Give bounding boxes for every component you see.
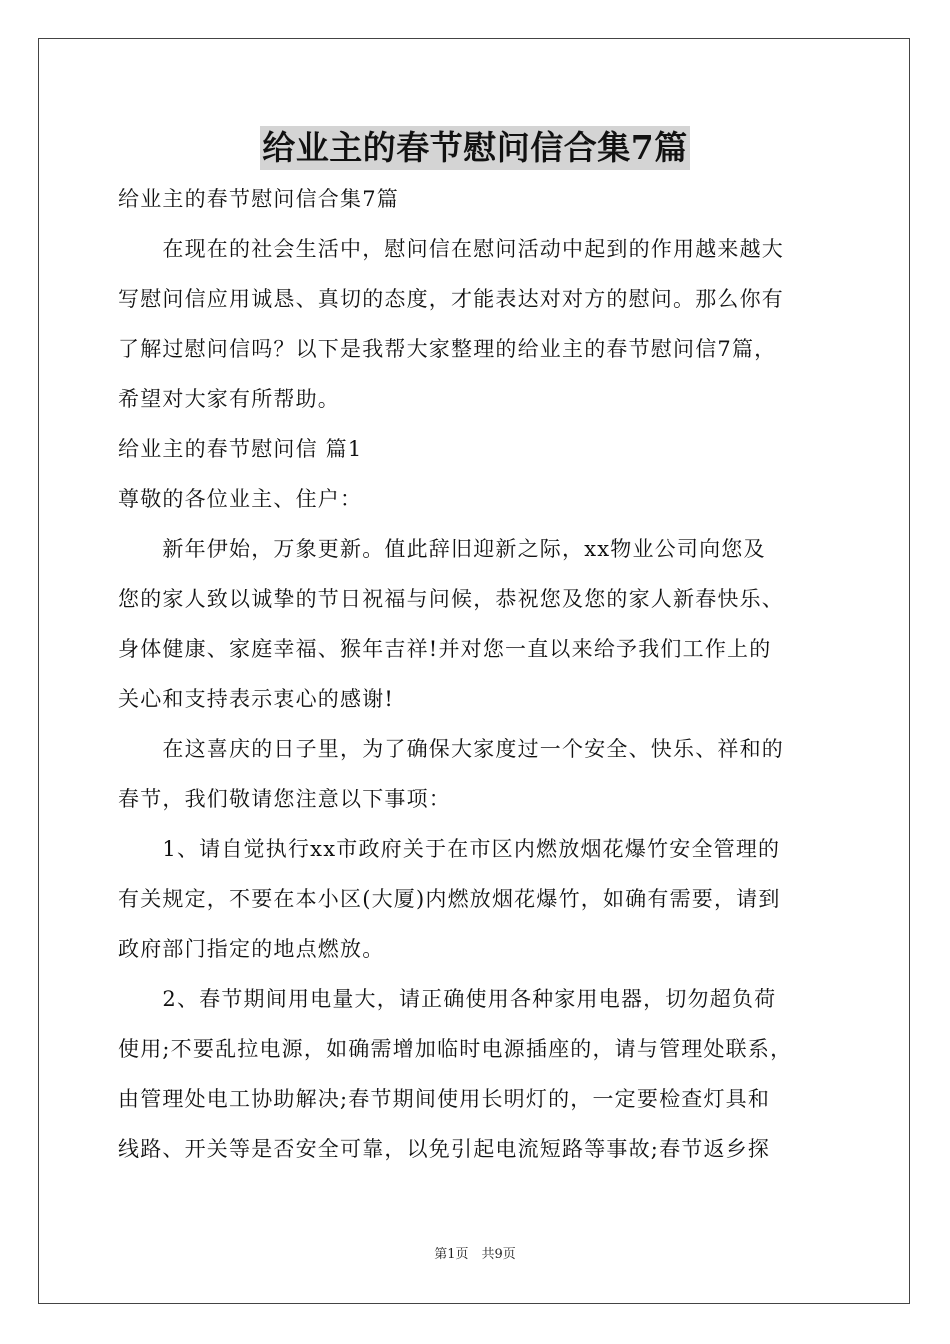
body-line-2: 在现在的社会生活中，慰问信在慰问活动中起到的作用越来越大 [118, 237, 784, 261]
body-line-17: 2、春节期间用电量大，请正确使用各种家用电器，切勿超负荷 [118, 987, 777, 1011]
body-line-9: 您的家人致以诚挚的节日祝福与问候，恭祝您及您的家人新春快乐、 [118, 587, 784, 611]
body-line-1: 给业主的春节慰问信合集7篇 [118, 187, 399, 211]
page-border [38, 38, 910, 1304]
body-line-8: 新年伊始，万象更新。值此辞旧迎新之际，xx物业公司向您及 [118, 537, 766, 561]
body-line-15: 有关规定，不要在本小区(大厦)内燃放烟花爆竹，如确有需要，请到 [118, 887, 781, 911]
title-container [0, 126, 950, 170]
page-footer: 第1页 共9页 [434, 1247, 516, 1262]
body-line-20: 线路、开关等是否安全可靠，以免引起电流短路等事故;春节返乡探 [118, 1137, 771, 1161]
body-line-18: 使用;不要乱拉电源，如确需增加临时电源插座的，请与管理处联系， [118, 1037, 793, 1061]
salutation: 尊敬的各位业主、住户： [118, 487, 363, 511]
section-heading: 给业主的春节慰问信 篇1 [118, 437, 363, 461]
body-line-14: 1、请自觉执行xx市政府关于在市区内燃放烟花爆竹安全管理的 [118, 837, 781, 861]
body-line-11: 关心和支持表示衷心的感谢! [118, 687, 395, 711]
body-line-13: 春节，我们敬请您注意以下事项： [118, 787, 451, 811]
body-line-10: 身体健康、家庭幸福、猴年吉祥!并对您一直以来给予我们工作上的 [118, 637, 772, 661]
body-line-16: 政府部门指定的地点燃放。 [118, 937, 385, 961]
body-line-12: 在这喜庆的日子里，为了确保大家度过一个安全、快乐、祥和的 [118, 737, 784, 761]
body-line-5: 希望对大家有所帮助。 [118, 387, 340, 411]
body-line-4: 了解过慰问信吗？以下是我帮大家整理的给业主的春节慰问信7篇， [118, 337, 777, 361]
document-title: 给业主的春节慰问信合集7篇 [260, 126, 689, 170]
body-line-19: 由管理处电工协助解决;春节期间使用长明灯的，一定要检查灯具和 [118, 1087, 771, 1111]
body-line-3: 写慰问信应用诚恳、真切的态度，才能表达对对方的慰问。那么你有 [118, 287, 784, 311]
